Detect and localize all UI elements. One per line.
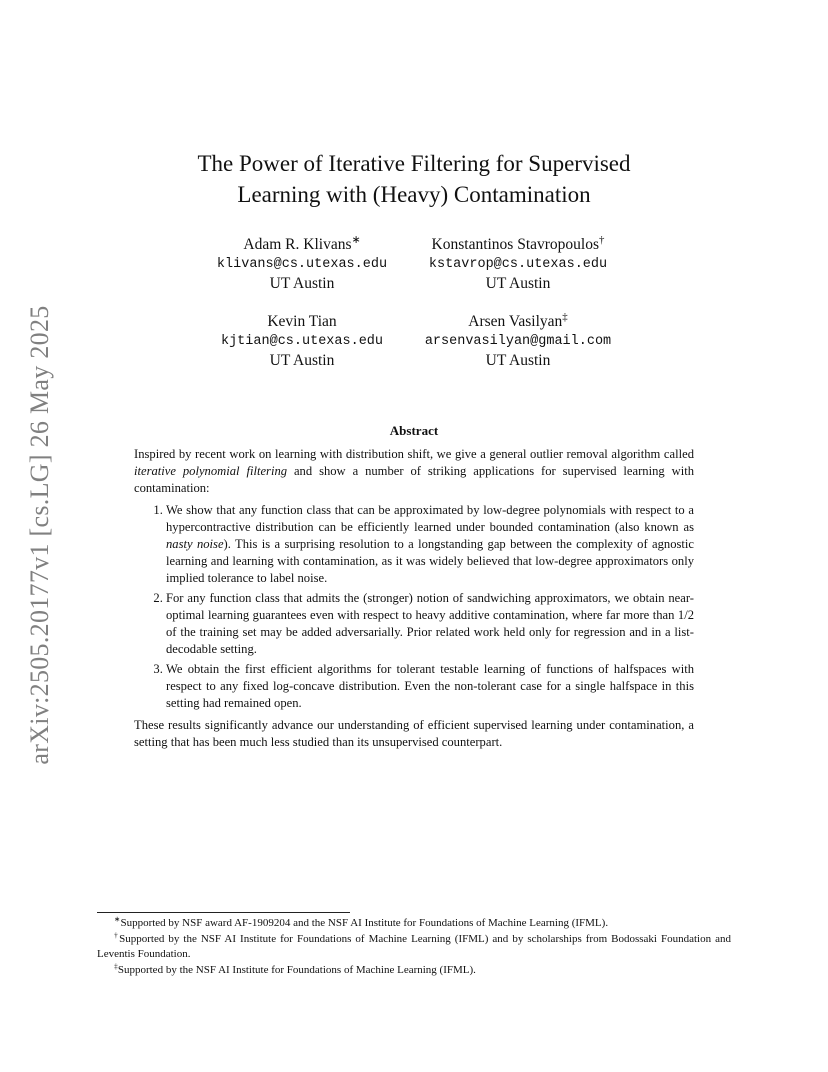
footnote-2 [97, 929, 732, 963]
author-name: Kevin Tian [267, 313, 337, 330]
footnote-1 [97, 916, 731, 932]
contribution-item-2 [166, 590, 694, 658]
contribution-list [134, 502, 694, 712]
contribution-text: ). This is a surprising resolution to a longstanding gap between the complexity of agnostic learning and learning with contamination, as it was widely believed that low-degree approximators only implied tolerance to label noise. [166, 537, 694, 585]
footnote-mark: ‡ [114, 961, 118, 971]
author-name-line [388, 312, 648, 332]
author-affiliation: UT Austin [269, 275, 335, 292]
footnotes [97, 916, 731, 978]
author-name: Konstantinos Stavropoulos [431, 236, 600, 253]
arxiv-sidebar-stamp [20, 295, 60, 775]
author-block-stavropoulos [388, 235, 648, 294]
abstract-intro [134, 446, 694, 497]
author-email[interactable]: kjtian@cs.utexas.edu [220, 333, 384, 349]
footnote-mark: ∗ [351, 233, 361, 246]
author-email[interactable]: kstavrop@cs.utexas.edu [428, 256, 608, 272]
abstract-intro-text: and show a number of striking applications for supervised learning with contamination: [134, 464, 694, 495]
title-line-1: The Power of Iterative Filtering for Supervised [197, 151, 631, 176]
author-name: Arsen Vasilyan [468, 313, 563, 330]
contribution-item-1 [166, 502, 694, 587]
abstract-body [134, 446, 694, 751]
footnote-mark: ‡ [562, 310, 568, 323]
author-affiliation: UT Austin [485, 352, 551, 369]
abstract-closing: These results significantly advance our understanding of efficient supervised learning under contamination, a setting that has been much less studied than its unsupervised counterpart. [134, 718, 694, 749]
author-affiliation: UT Austin [269, 352, 335, 369]
abstract-intro-text: Inspired by recent work on learning with distribution shift, we give a general outlier removal algorithm called [134, 447, 694, 461]
footnote-mark: † [114, 929, 120, 939]
author-name-line [388, 235, 648, 255]
contribution-text: We obtain the first efficient algorithms for tolerant testable learning of functions of halfspaces with respect to any fixed log-concave distribution. Even the non-tolerant case for a single halfspace in this setting had remained open. [166, 662, 694, 710]
paper-title [0, 148, 828, 210]
footnote-mark: † [599, 233, 605, 246]
contribution-item-3 [166, 661, 694, 712]
footnote-text: Supported by NSF award AF-1909204 and the NSF AI Institute for Foundations of Machine Learning (IFML). [120, 917, 609, 929]
author-email[interactable]: klivans@cs.utexas.edu [216, 256, 388, 272]
footnote-3 [97, 963, 731, 979]
emphasis-term: nasty noise [166, 537, 224, 551]
footnote-divider [97, 912, 350, 913]
author-name: Adam R. Klivans [243, 236, 352, 253]
contribution-text: For any function class that admits the (stronger) notion of sandwiching approximators, we obtain near-optimal learning guarantees even with respect to heavy additive contamination, where far more than 1/2 of the training set may be added adversarially. Prior related work held only for regression and in a list-decodable setting. [166, 591, 694, 656]
author-affiliation: UT Austin [485, 275, 551, 292]
footnote-mark: ∗ [114, 914, 121, 924]
title-line-2: Learning with (Heavy) Contamination [237, 182, 591, 207]
abstract-heading: Abstract [389, 423, 439, 438]
footnote-text: Supported by the NSF AI Institute for Foundations of Machine Learning (IFML). [117, 963, 476, 976]
emphasis-term: iterative polynomial filtering [134, 464, 288, 478]
author-email[interactable]: arsenvasilyan@gmail.com [424, 333, 612, 349]
footnote-text: Supported by the NSF AI Institute for Foundations of Machine Learning (IFML) and by scholarships from Bodossaki Foundation and Leventis Foundation. [97, 932, 732, 961]
contribution-text: We show that any function class that can be approximated by low-degree polynomials with respect to a hypercontractive distribution can be efficiently learned under bounded contamination (also known as [166, 503, 694, 534]
arxiv-identifier: arXiv:2505.20177v1 [cs.LG] 26 May 2025 [25, 305, 54, 765]
author-block-vasilyan [388, 312, 648, 371]
